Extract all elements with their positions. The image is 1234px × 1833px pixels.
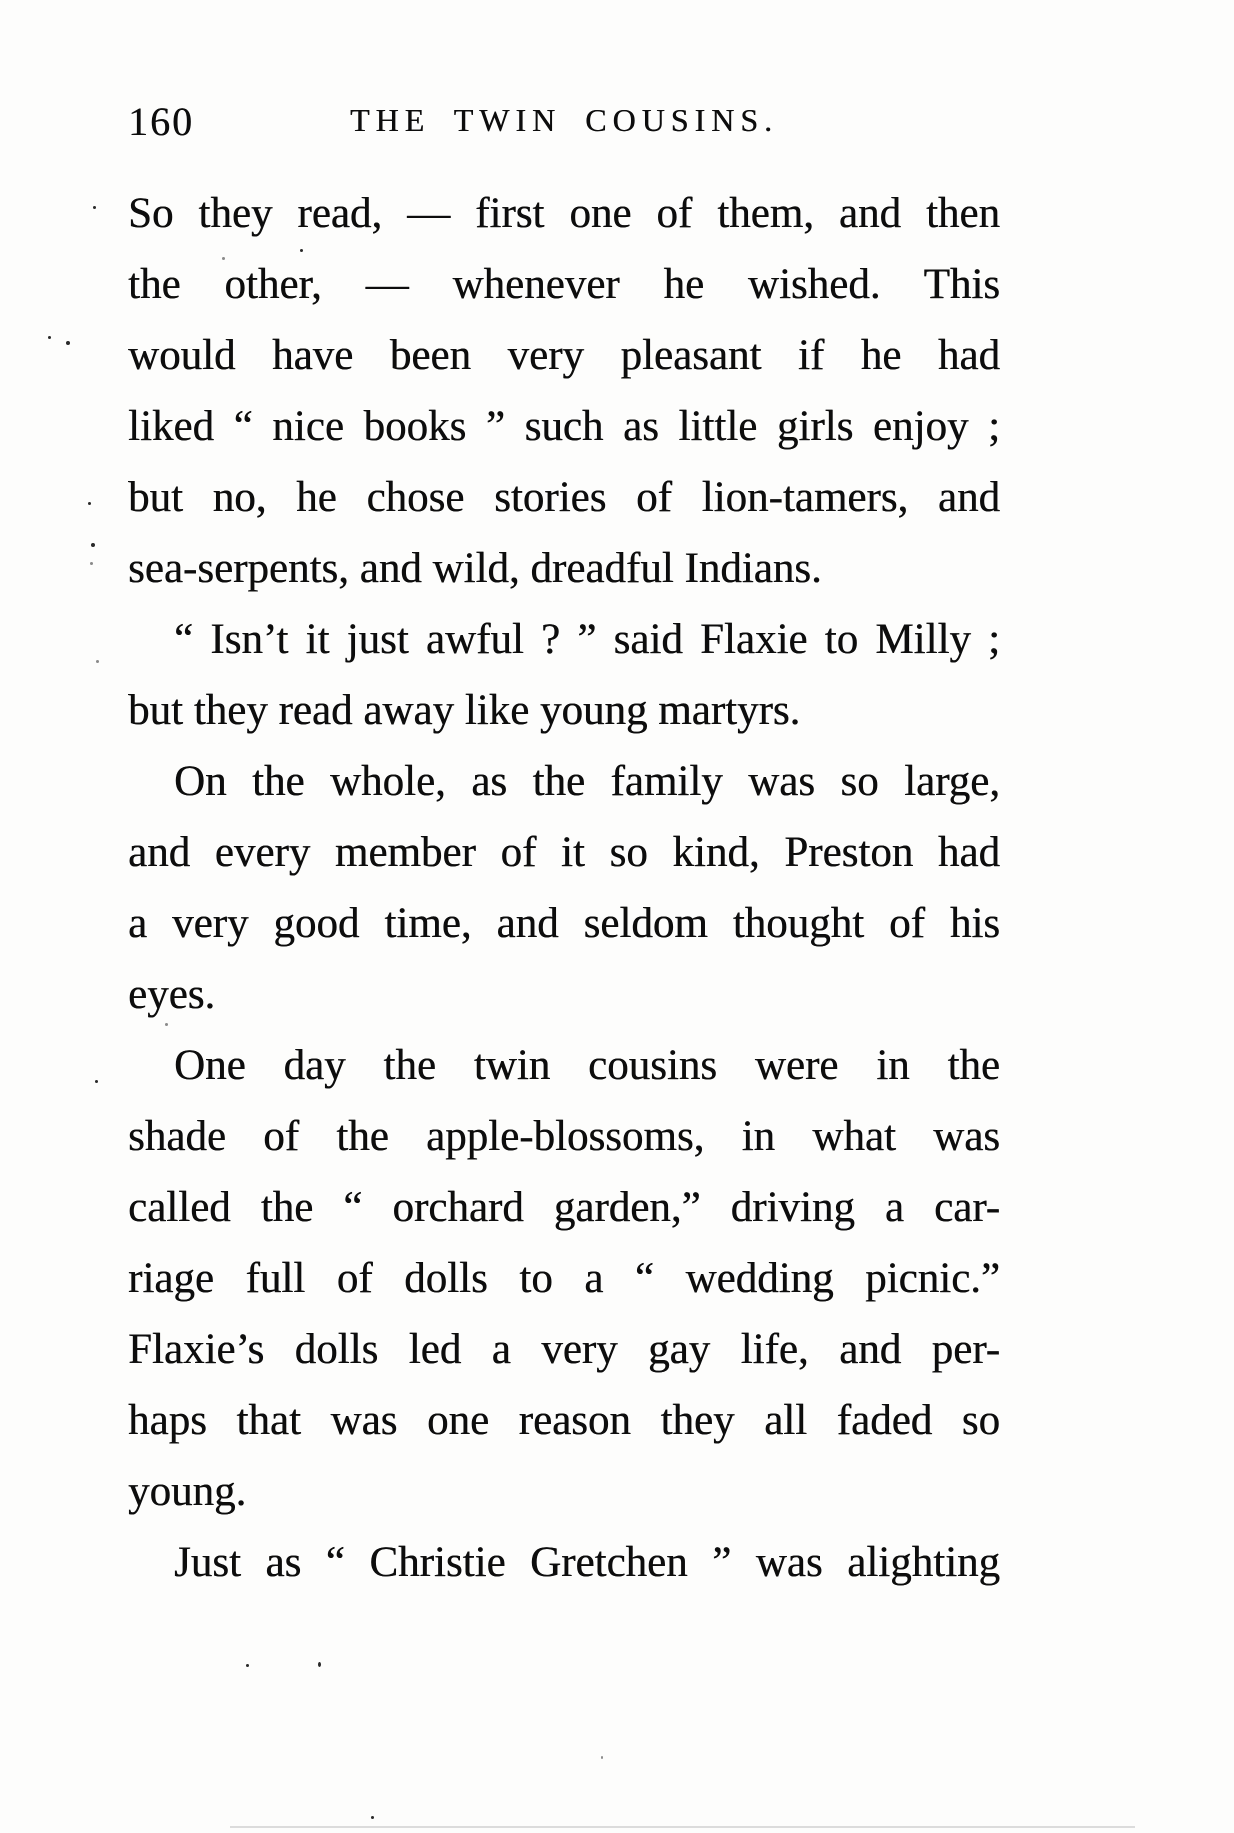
scan-speck: [222, 257, 225, 260]
text-line: would have been very pleasant if he had: [128, 332, 1000, 379]
scan-speck: [601, 1756, 603, 1759]
scan-speck: [90, 562, 93, 565]
text-line: haps that was one reason they all faded so: [128, 1397, 1000, 1444]
scan-speck: [318, 1662, 321, 1667]
text-line: but no, he chose stories of lion-tamers, and: [128, 474, 1000, 521]
text-line: shade of the apple-blossoms, in what was: [128, 1113, 1000, 1160]
text-line: the other, — whenever he wished. This: [128, 261, 1000, 308]
scan-speck: [91, 543, 95, 547]
text-line: So they read, — first one of them, and then: [128, 190, 1000, 237]
scan-speck: [66, 341, 70, 345]
scan-speck: [95, 1080, 98, 1083]
text-line: riage full of dolls to a “ wedding picnic.”: [128, 1255, 1000, 1302]
scan-speck: [93, 206, 96, 209]
text-line: sea-serpents, and wild, dreadful Indians.: [128, 545, 822, 592]
text-line: and every member of it so kind, Preston had: [128, 829, 1000, 876]
text-line: On the whole, as the family was so large,: [174, 758, 1000, 805]
text-line: liked “ nice books ” such as little girls enjoy ;: [128, 403, 1000, 450]
body-text: [128, 178, 1000, 1598]
scan-speck: [246, 1664, 249, 1667]
scan-speck: [300, 249, 303, 252]
page-number: 160: [128, 99, 194, 144]
text-line: Flaxie’s dolls led a very gay life, and per-: [128, 1326, 1000, 1373]
scan-edge-line: [230, 1826, 1135, 1828]
text-line: but they read away like young martyrs.: [128, 687, 801, 734]
running-head: [128, 96, 1000, 144]
text-line: called the “ orchard garden,” driving a car-: [128, 1184, 1000, 1231]
text-line: “ Isn’t it just awful ? ” said Flaxie to Milly ;: [174, 616, 1000, 663]
text-line: young.: [128, 1468, 247, 1515]
running-header-title: THE TWIN COUSINS.: [349, 102, 779, 138]
text-line: eyes.: [128, 971, 216, 1018]
scan-speck: [165, 1023, 168, 1026]
text-line: Just as “ Christie Gretchen ” was alighting: [174, 1539, 1000, 1586]
scan-speck: [48, 336, 51, 339]
text-line: a very good time, and seldom thought of his: [128, 900, 1000, 947]
text-line: One day the twin cousins were in the: [174, 1042, 1000, 1089]
scan-speck: [88, 502, 91, 505]
scan-speck: [96, 660, 99, 663]
scan-speck: [371, 1816, 374, 1819]
